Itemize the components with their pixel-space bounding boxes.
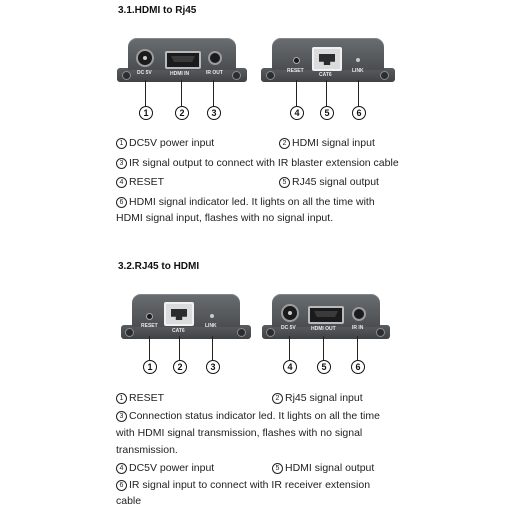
- ir-label: IR IN: [352, 325, 364, 331]
- s2-item-2: 2 Rj45 signal input: [272, 392, 363, 404]
- s1-item-6: 6 HDMI signal indicator led. It lights on all the time with HDMI signal input, flashes with no signal input.: [116, 196, 375, 224]
- s2-item-6: 6 IR signal input to connect with IR receiver extension cable: [116, 479, 371, 507]
- s1-item-5: 5 RJ45 signal output: [279, 176, 379, 188]
- callout-3: 3: [206, 360, 220, 374]
- screw-icon: [237, 328, 246, 337]
- screw-icon: [266, 71, 275, 80]
- callout-3: 3: [207, 106, 221, 120]
- screw-icon: [232, 71, 241, 80]
- hdmi-port-icon: [308, 306, 344, 324]
- led-icon: [356, 58, 360, 62]
- s2-item-1: 1 RESET: [116, 392, 164, 404]
- callout-4: 4: [290, 106, 304, 120]
- screw-icon: [122, 71, 131, 80]
- dc-label: DC 5V: [281, 325, 296, 331]
- callout-6: 6: [351, 360, 365, 374]
- s2-item-4: 4 DC5V power input: [116, 462, 214, 474]
- dc-power-jack-icon: [136, 49, 154, 67]
- reset-label: RESET: [141, 323, 158, 329]
- callout-6: 6: [352, 106, 366, 120]
- rj45-port-icon: [312, 47, 342, 71]
- s1-item-3: 3 IR signal output to connect with IR blaster extension cable: [116, 157, 399, 169]
- ir-jack-icon: [352, 307, 366, 321]
- callout-5: 5: [317, 360, 331, 374]
- screw-icon: [380, 71, 389, 80]
- dc-label: DC 5V: [137, 70, 152, 76]
- s2-item-3: 3 Connection status indicator led. It lights on all the time with HDMI signal transmission, flashes with no signal transmission.: [116, 410, 380, 456]
- callout-4: 4: [283, 360, 297, 374]
- section2-heading: 3.2.RJ45 to HDMI: [118, 261, 200, 272]
- ir-jack-icon: [208, 51, 222, 65]
- cat-label: CAT6: [172, 328, 185, 334]
- section1-heading: 3.1.HDMI to Rj45: [118, 5, 197, 16]
- s2-item-5: 5 HDMI signal output: [272, 462, 374, 474]
- hdmi-label: HDMI OUT: [311, 326, 336, 332]
- screw-icon: [376, 328, 385, 337]
- s1-item-2: 2 HDMI signal input: [279, 137, 375, 149]
- s1-item-1: 1 DC5V power input: [116, 137, 214, 149]
- callout-2: 2: [175, 106, 189, 120]
- screw-icon: [266, 328, 275, 337]
- screw-icon: [125, 328, 134, 337]
- dc-power-jack-icon: [281, 304, 299, 322]
- reset-hole-icon: [146, 313, 153, 320]
- ir-label: IR OUT: [206, 70, 223, 76]
- callout-5: 5: [320, 106, 334, 120]
- reset-hole-icon: [293, 57, 300, 64]
- s1-item-4: 4 RESET: [116, 176, 164, 188]
- link-label: LINK: [205, 323, 217, 329]
- hdmi-label: HDMI IN: [170, 71, 190, 77]
- rj45-port-icon: [164, 302, 194, 326]
- callout-1: 1: [139, 106, 153, 120]
- link-label: LINK: [352, 68, 364, 74]
- reset-label: RESET: [287, 68, 304, 74]
- callout-2: 2: [173, 360, 187, 374]
- cat-label: CAT6: [319, 72, 332, 78]
- callout-1: 1: [143, 360, 157, 374]
- hdmi-port-icon: [165, 51, 201, 69]
- led-icon: [210, 314, 214, 318]
